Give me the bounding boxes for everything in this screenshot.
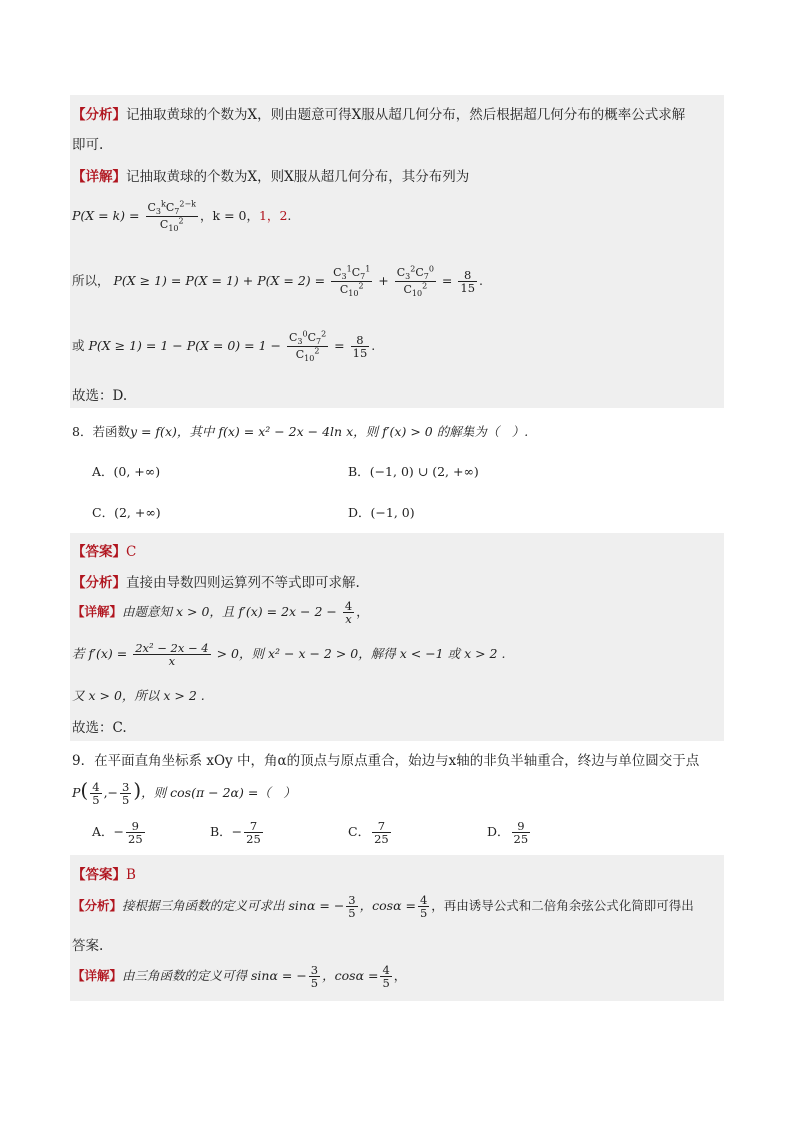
q8-option-b[interactable]: B．(−1, 0) ∪ (2, +∞) [348, 464, 479, 479]
q9-analysis-line2: 答案. [72, 938, 104, 954]
q8-solution-block [70, 533, 724, 741]
q7-sum-formula: 所以， P(X ≥ 1) = P(X = 1) + P(X = 2) = $\frac{C_3^1C_7^1}{C_{10}^2}$ + $\frac{C_3^2C_7^0}{C_{10}^2}$ = $\frac{8}{15}$ . [72, 264, 483, 299]
q9-answer: 【答案】B [72, 867, 136, 883]
q9-option-d[interactable]: D． $\frac{9}{25}$ [487, 819, 529, 847]
q8-option-d[interactable]: D．(−1, 0) [348, 505, 415, 520]
q9-option-b[interactable]: B．− $\frac{7}{25}$ [210, 819, 261, 847]
q7-analysis-line1: 【分析】记抽取黄球的个数为X，则由题意可得X服从超几何分布，然后根据超几何分布的概率公式求解 [72, 107, 686, 123]
q9-option-a[interactable]: A．− $\frac{9}{25}$ [92, 819, 143, 847]
q7-complement-formula: 或 P(X ≥ 1) = 1 − P(X = 0) = 1 − $\frac{C_3^0C_7^2}{C_{10}^2}$ = $\frac{8}{15}$ . [72, 329, 376, 364]
q7-pmf-formula: P(X = k) = $\frac{C_3^kC_7^{2-k}}{C_{10}^2}$ ，k = 0，1，2. [72, 199, 292, 234]
q7-analysis-line2: 即可. [72, 137, 104, 153]
pmf-fraction: $\frac{C_3^kC_7^{2-k}}{C_{10}^2}$ [147, 199, 197, 234]
detail-tag: 【详解】 [72, 169, 126, 185]
q8-detail-line2: 若 f′(x) = $\frac{\text{2x² − 2x − 4}}{x}$ > 0，则 x² − x − 2 > 0，解得 x < −1 或 x > 2 . [72, 641, 506, 669]
q9-detail-line1: 【详解】由三角函数的定义可得 sinα = − $\frac{3}{5}$ ，cosα = $\frac{4}{5}$ ， [72, 963, 407, 991]
analysis-tag: 【分析】 [72, 107, 126, 123]
q8-option-a[interactable]: A．(0, +∞) [92, 464, 161, 479]
q8-stem: 8．若函数y = f(x)，其中 f(x) = x² − 2x − 4ln x，则 f′(x) > 0 的解集为（ ）. [72, 424, 529, 439]
q9-stem-line1: 9．在平面直角坐标系 xOy 中，角α的顶点与原点重合，始边与x轴的非负半轴重合，终边与单位圆交于点 [72, 753, 700, 769]
q7-choice: 故选：D. [72, 388, 128, 404]
q8-detail-line4: 故选：C. [72, 720, 127, 736]
q8-detail-line1: 【详解】由题意知 x > 0，且 f′(x) = 2x − 2 − $\frac{4}{x}$ ， [72, 599, 369, 627]
q8-option-c[interactable]: C．(2, +∞) [92, 505, 161, 520]
q8-analysis: 【分析】直接由导数四则运算列不等式即可求解. [72, 575, 360, 591]
q9-analysis-line1: 【分析】接根据三角函数的定义可求出 sinα = − $\frac{3}{5}$ ，cosα = $\frac{4}{5}$ ，再由诱导公式和二倍角余弦公式化简即可得出 [72, 893, 694, 921]
q9-stem-line2: P( $\frac{4}{5}$ ,− $\frac{3}{5}$ )，则 cos(π − 2α) =（ ） [72, 778, 296, 807]
q9-option-c[interactable]: C． $\frac{7}{25}$ [348, 819, 389, 847]
q8-answer: 【答案】C [72, 544, 137, 560]
q8-detail-line3: 又 x > 0，所以 x > 2 . [72, 688, 205, 703]
q7-detail-intro: 【详解】记抽取黄球的个数为X，则X服从超几何分布，其分布列为 [72, 169, 470, 185]
